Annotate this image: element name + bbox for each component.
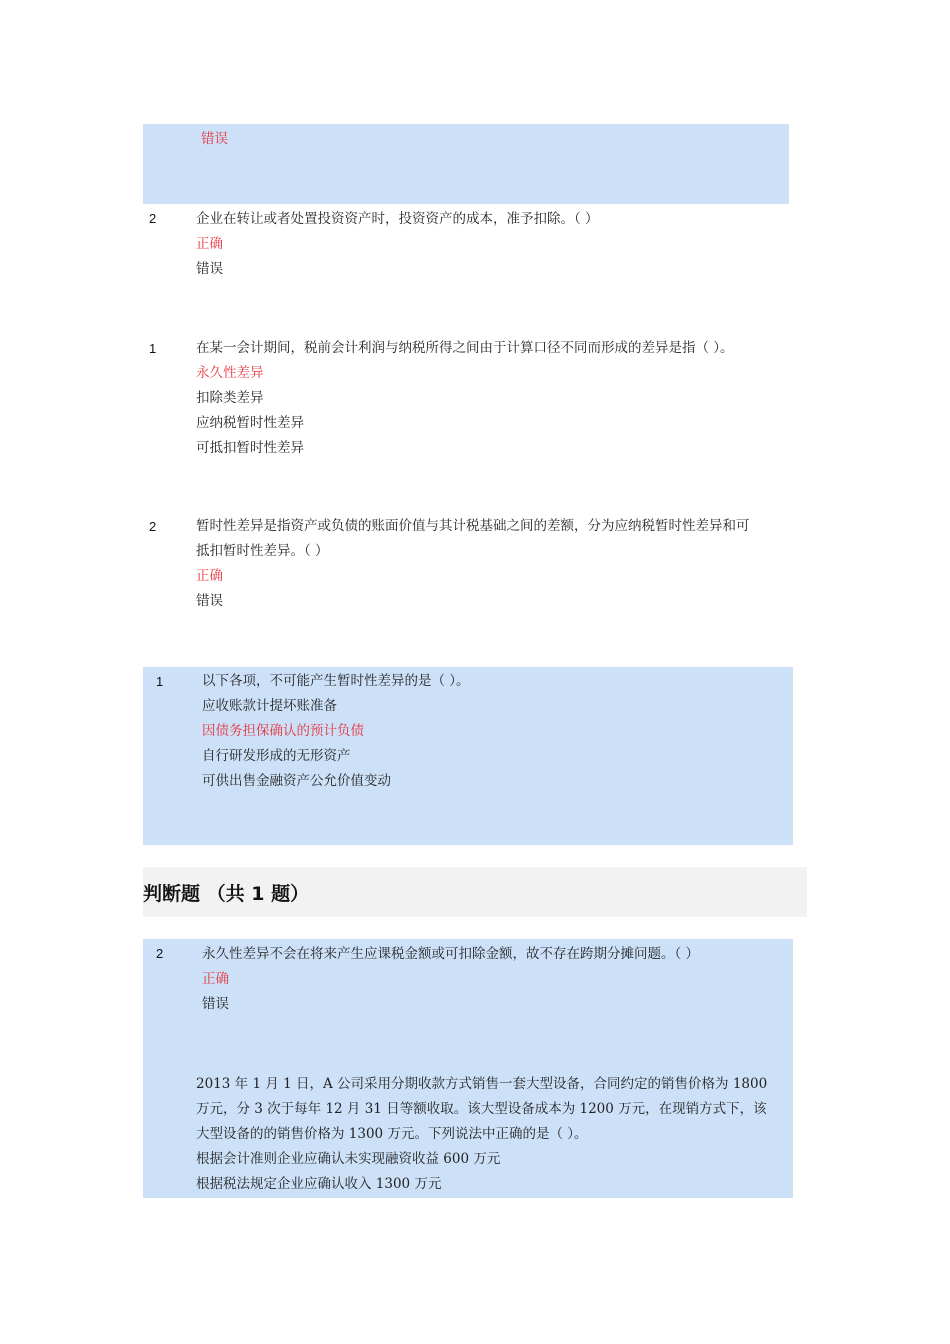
question-number: 1 [156, 674, 164, 689]
option-d[interactable]: 可供出售金融资产公允价值变动 [202, 773, 391, 789]
section-header [143, 867, 807, 917]
question-block-4 [143, 667, 793, 845]
question-block-2 [143, 336, 789, 466]
question-stem: 企业在转让或者处置投资资产时，投资资产的成本，准予扣除。（ ） [196, 211, 599, 227]
option-a[interactable]: 应收账款计提坏账准备 [202, 698, 337, 714]
question-block-1 [143, 206, 789, 286]
question-stem-line-1: 2013 年 1 月 1 日，A 公司采用分期收款方式销售一套大型设备，合同约定的销售价格为 1800 [196, 1076, 768, 1092]
option-b[interactable]: 根据税法规定企业应确认收入 1300 万元 [196, 1176, 442, 1192]
question-stem: 在某一会计期间，税前会计利润与纳税所得之间由于计算口径不同而形成的差异是指（ ）。 [196, 340, 734, 356]
option-a[interactable]: 根据会计准则企业应确认未实现融资收益 600 万元 [196, 1151, 501, 1167]
section-title: 判断题 （共 1 题） [143, 883, 310, 905]
option-incorrect[interactable]: 错误 [196, 261, 223, 277]
question-stem-line-2: 抵扣暂时性差异。（ ） [196, 543, 329, 559]
option-c[interactable]: 自行研发形成的无形资产 [202, 748, 351, 764]
option-correct[interactable]: 正确 [196, 568, 223, 584]
question-number: 1 [149, 341, 157, 356]
option-b[interactable]: 因债务担保确认的预计负债 [202, 723, 364, 739]
question-number: 2 [149, 519, 157, 534]
option-b[interactable]: 扣除类差异 [196, 390, 264, 406]
question-stem-line-2: 万元，分 3 次于每年 12 月 31 日等额收取。该大型设备成本为 1200 万元，在现销方式下，该 [196, 1101, 767, 1117]
question-number: 2 [156, 946, 164, 961]
option-incorrect[interactable]: 错误 [202, 996, 229, 1012]
option-a[interactable]: 永久性差异 [196, 365, 264, 381]
option-incorrect[interactable]: 错误 [196, 593, 223, 609]
option-incorrect[interactable]: 错误 [201, 131, 228, 147]
question-stem: 永久性差异不会在将来产生应课税金额或可扣除金额，故不存在跨期分摊问题。（ ） [202, 946, 700, 962]
question-number: 2 [149, 211, 157, 226]
question-stem-line-1: 暂时性差异是指资产或负债的账面价值与其计税基础之间的差额，分为应纳税暂时性差异和可 [196, 518, 750, 534]
option-correct[interactable]: 正确 [196, 236, 223, 252]
option-correct[interactable]: 正确 [202, 971, 229, 987]
question-stem: 以下各项，不可能产生暂时性差异的是（ ）。 [202, 673, 470, 689]
option-c[interactable]: 应纳税暂时性差异 [196, 415, 304, 431]
question-block-3 [143, 514, 789, 619]
question-stem-line-3: 大型设备的的销售价格为 1300 万元。下列说法中正确的是（ ）。 [196, 1126, 588, 1142]
question-block-5 [143, 939, 793, 1198]
question-block-0 [143, 124, 789, 204]
option-d[interactable]: 可抵扣暂时性差异 [196, 440, 304, 456]
